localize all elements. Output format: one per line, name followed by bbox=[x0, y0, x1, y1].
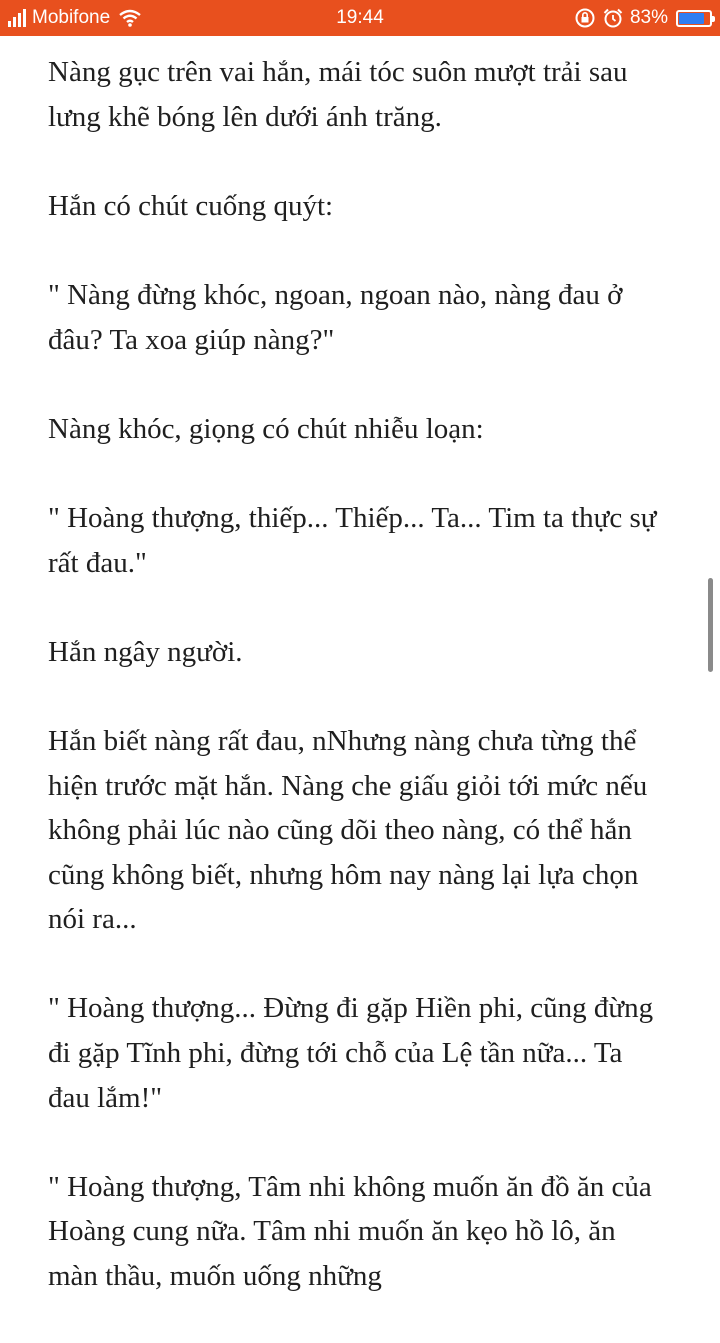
paragraph: " Hoàng thượng... Đừng đi gặp Hiền phi, cũng đừng đi gặp Tĩnh phi, đừng tới chỗ của Lệ tần nữa... Ta đau lắm!" bbox=[48, 992, 654, 1114]
paragraph: " Hoàng thượng, thiếp... Thiếp... Ta... Tim ta thực sự rất đau." bbox=[48, 501, 657, 579]
paragraph: " Nàng đừng khóc, ngoan, ngoan nào, nàng đau ở đâu? Ta xoa giúp nàng?" bbox=[48, 278, 623, 356]
paragraph: Nàng gục trên vai hắn, mái tóc suôn mượt trải sau lưng khẽ bóng lên dưới ánh trăng. bbox=[48, 56, 628, 133]
wifi-icon bbox=[118, 9, 142, 27]
battery-icon bbox=[676, 10, 712, 27]
carrier-name: Mobifone bbox=[32, 7, 111, 28]
signal-icon bbox=[8, 9, 28, 27]
status-time: 19:44 bbox=[336, 7, 384, 28]
paragraph: " Hoàng thượng, Tâm nhi không muốn ăn đồ ăn của Hoàng cung nữa. Tâm nhi muốn ăn kẹo hồ lô, ăn màn thầu, muốn uống những bbox=[48, 1170, 652, 1293]
paragraph: Hắn biết nàng rất đau, nNhưng nàng chưa từng thể hiện trước mặt hắn. Nàng che giấu giỏi tới mức nếu không phải lúc nào cũng dõi theo nàng, có thể hắn cũng không biết, nhưng hôm nay nàng lại lựa chọn nói ra... bbox=[48, 724, 648, 936]
battery-percent: 83% bbox=[629, 7, 668, 28]
status-left bbox=[8, 0, 142, 36]
alarm-icon bbox=[602, 7, 624, 29]
status-right bbox=[574, 0, 712, 36]
paragraph: Hắn có chút cuống quýt: bbox=[48, 189, 334, 222]
status-bar bbox=[0, 0, 720, 36]
paragraph: Hắn ngây người. bbox=[48, 635, 243, 668]
article-body bbox=[48, 50, 668, 1343]
rotation-lock-icon bbox=[574, 7, 596, 29]
paragraph: Nàng khóc, giọng có chút nhiễu loạn: bbox=[48, 412, 484, 445]
scrollbar-thumb[interactable] bbox=[708, 578, 713, 672]
battery-fill bbox=[679, 13, 704, 24]
